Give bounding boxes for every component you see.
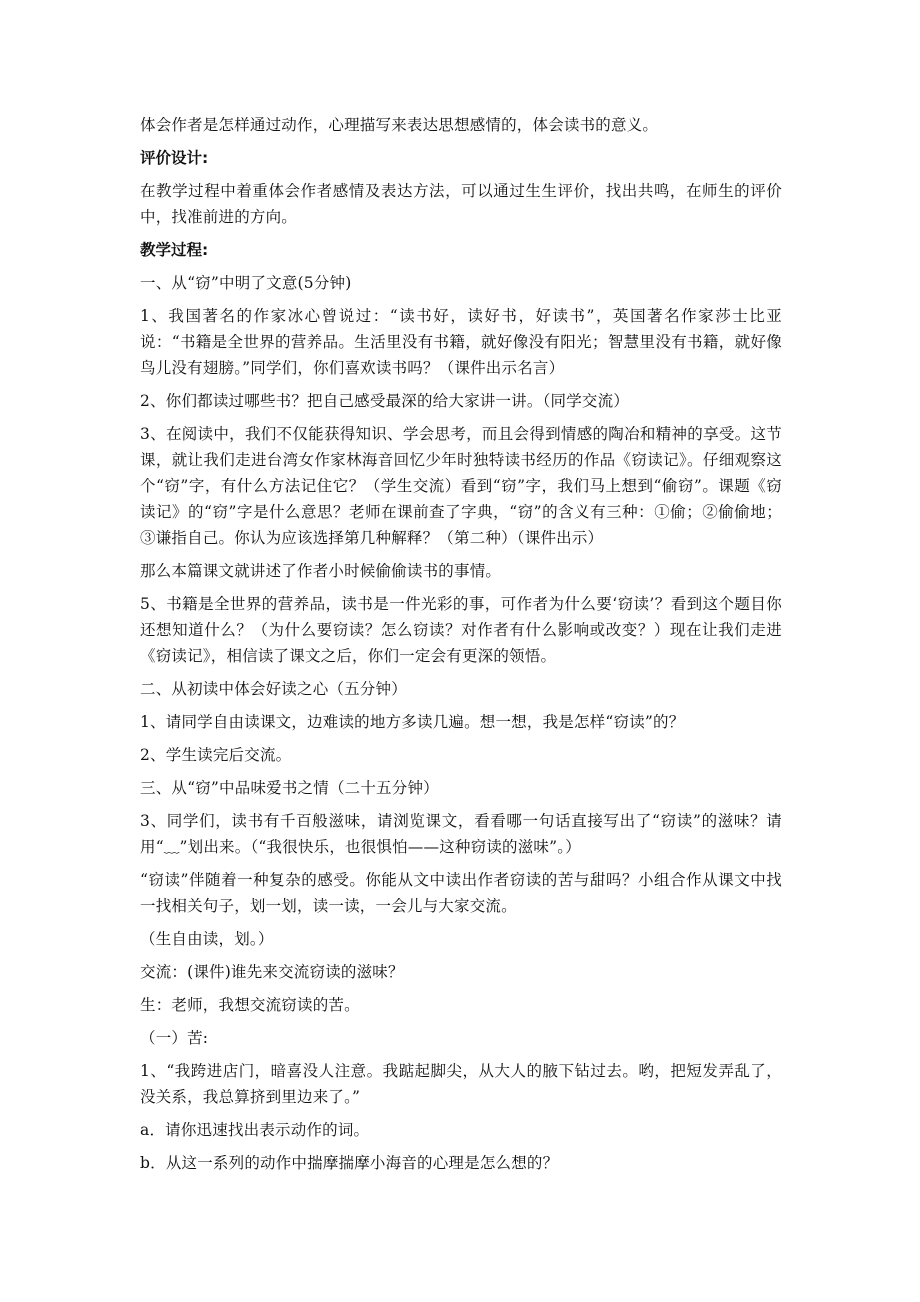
- body-paragraph: （生自由读，划。）: [140, 930, 274, 948]
- body-paragraph: 2、学生读完后交流。: [140, 746, 292, 764]
- body-paragraph: 交流：(课件)谁先来交流窃读的滋味？: [140, 963, 404, 981]
- body-paragraph: （一）苦:: [140, 1029, 209, 1047]
- body-paragraph: 体会作者是怎样通过动作，心理描写来表达思想感情的，体会读书的意义。: [140, 116, 659, 134]
- body-paragraph: 那么本篇课文就讲述了作者小时候偷偷读书的事情。: [140, 562, 502, 580]
- body-paragraph: 5、书籍是全世界的营养品，读书是一件光彩的事，可作者为什么要‘窃读’？看到这个题目你还想知道什么？（为什么要窃读？怎么窃读？对作者有什么影响或改变？）现在让我们走进《窃读记》，相信读了课文之后，你们一定会有更深的领悟。: [140, 595, 782, 665]
- body-paragraph: “窃读”伴随着一种复杂的感受。你能从文中读出作者窃读的苦与甜吗？小组合作从课文中找一找相关句子，划一划，读一读，一会儿与大家交流。: [140, 871, 782, 915]
- document-body: [140, 112, 782, 1183]
- body-paragraph: 一、从“窃”中明了文意(5分钟): [140, 274, 352, 292]
- body-paragraph: 在教学过程中着重体会作者感情及表达方法，可以通过生生评价，找出共鸣，在师生的评价中，找准前进的方向。: [140, 182, 782, 226]
- body-paragraph: 1、“我跨进店门，暗喜没人注意。我踮起脚尖，从大人的腋下钻过去。哟，把短发弄乱了，没关系，我总算挤到里边来了。”: [140, 1062, 782, 1106]
- body-paragraph: 1、请同学自由读课文，边难读的地方多读几遍。想一想，我是怎样“窃读”的？: [140, 713, 685, 731]
- body-paragraph: 3、在阅读中，我们不仅能获得知识、学会思考，而且会得到情感的陶冶和精神的享受。这节课，就让我们走进台湾女作家林海音回忆少年时独特读书经历的作品《窃读记》。仔细观察这个“窃”字，有什么方法记住它？（学生交流）看到“窃”字，我们马上想到“偷窃”。课题《窃读记》的“窃”字是什么意思？老师在课前查了字典，“窃”的含义有三种：①偷；②偷偷地；③谦指自己。你认为应该选择第几种解释？（第二种）（课件出示）: [140, 425, 782, 547]
- body-paragraph: 三、从“窃”中品味爱书之情（二十五分钟）: [140, 779, 439, 797]
- section-heading: 评价设计:: [140, 149, 209, 167]
- section-heading: 教学过程:: [140, 241, 209, 259]
- body-paragraph: 二、从初读中体会好读之心（五分钟）: [140, 680, 407, 698]
- body-paragraph: 3、同学们，读书有千百般滋味，请浏览课文，看看哪一句话直接写出了“窃读”的滋味？请用“﹏”划出来。（“我很快乐，也很惧怕——这种窃读的滋味”。）: [140, 812, 782, 856]
- body-paragraph: b．从这一系列的动作中揣摩揣摩小海音的心理是怎么想的？: [140, 1154, 559, 1172]
- body-paragraph: 1、我国著名的作家冰心曾说过：“读书好，读好书，好读书”，英国著名作家莎士比亚说：“书籍是全世界的营养品。生活里没有书籍，就好像没有阳光；智慧里没有书籍，就好像鸟儿没有翅膀。”同学们，你们喜欢读书吗？（课件出示名言）: [140, 307, 782, 377]
- body-paragraph: a．请你迅速找出表示动作的词。: [140, 1121, 370, 1139]
- body-paragraph: 2、你们都读过哪些书？把自己感受最深的给大家讲一讲。（同学交流）: [140, 392, 630, 410]
- body-paragraph: 生：老师，我想交流窃读的苦。: [140, 996, 360, 1014]
